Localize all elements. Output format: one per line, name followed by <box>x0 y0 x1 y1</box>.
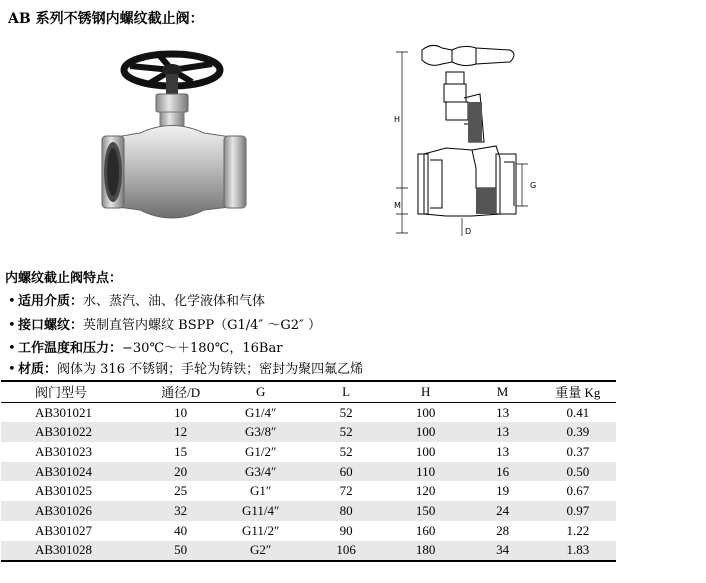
cell-model: AB301026 <box>35 502 93 518</box>
cell-model: AB301022 <box>35 424 93 440</box>
cell-h: 100 <box>415 404 436 420</box>
cell-l: 80 <box>339 502 353 518</box>
cell-weight: 0.97 <box>566 502 590 518</box>
valve-dimension-drawing <box>372 38 542 238</box>
cell-diameter: 50 <box>174 542 188 558</box>
cell-weight: 1.22 <box>566 522 590 538</box>
cell-h: 180 <box>415 542 436 558</box>
col-header-g: G <box>255 383 266 399</box>
col-header-m: M <box>496 383 509 399</box>
table-row <box>1 442 616 462</box>
cell-l: 90 <box>339 522 353 538</box>
col-header-model: 阀门型号 <box>35 385 88 401</box>
cell-h: 120 <box>415 483 436 499</box>
cell-l: 60 <box>339 463 353 479</box>
features-heading: 内螺纹截止阀特点： <box>5 271 123 286</box>
col-header-l: L <box>342 383 351 399</box>
dim-label-h: H <box>394 115 401 124</box>
cell-model: AB301024 <box>35 463 93 479</box>
page-title: AB 系列不锈钢内螺纹截止阀： <box>8 11 204 27</box>
valve-photo <box>100 38 250 238</box>
cell-model: AB301025 <box>35 483 93 499</box>
col-header-diameter: 通径/D <box>161 385 201 401</box>
cell-m: 28 <box>496 522 510 538</box>
cell-g: G11/4″ <box>241 502 280 518</box>
table-row <box>1 462 616 482</box>
cell-m: 13 <box>496 443 510 459</box>
cell-diameter: 12 <box>174 424 188 440</box>
cell-m: 24 <box>496 502 510 518</box>
cell-m: 19 <box>496 483 510 499</box>
dim-label-d: D <box>465 227 472 236</box>
cell-h: 160 <box>415 522 436 538</box>
cell-g: G1/2″ <box>244 443 277 459</box>
cell-g: G2″ <box>250 542 272 558</box>
cell-h: 150 <box>415 502 436 518</box>
feature-item: • 工作温度和压力：−30℃～＋180℃，16Bar <box>8 341 283 356</box>
cell-weight: 0.41 <box>566 404 590 420</box>
cell-model: AB301023 <box>35 443 93 459</box>
dim-label-m: M <box>394 201 401 210</box>
feature-item: • 适用介质：水、蒸汽、油、化学液体和气体 <box>8 294 266 309</box>
cell-model: AB301021 <box>35 404 93 420</box>
feature-text: 英制直管内螺纹 BSPP（G1/4″ ～G2″ ） <box>83 318 322 333</box>
feature-label: 接口螺纹： <box>18 318 84 333</box>
cell-weight: 0.67 <box>566 483 590 499</box>
cell-h: 100 <box>415 443 436 459</box>
cell-l: 52 <box>339 443 353 459</box>
cell-l: 72 <box>339 483 353 499</box>
feature-text: 阀体为 316 不锈钢；手轮为铸铁；密封为聚四氟乙烯 <box>57 362 364 377</box>
cell-weight: 0.50 <box>566 463 590 479</box>
cell-g: G1″ <box>250 483 272 499</box>
table-header-row <box>1 381 616 402</box>
cell-g: G1/4″ <box>244 404 277 420</box>
feature-text: 水、蒸汽、油、化学液体和气体 <box>83 294 266 309</box>
table-row <box>1 481 616 501</box>
cell-l: 106 <box>336 542 356 558</box>
cell-l: 52 <box>339 404 353 420</box>
cell-diameter: 32 <box>174 502 188 518</box>
cell-diameter: 25 <box>174 483 188 499</box>
table-row <box>1 541 616 562</box>
col-header-h: H <box>420 383 431 399</box>
spec-table <box>1 380 616 562</box>
table-row <box>1 521 616 541</box>
cell-weight: 0.39 <box>566 424 590 440</box>
cell-m: 16 <box>496 463 510 479</box>
dim-label-g: G <box>530 181 537 190</box>
cell-diameter: 10 <box>174 404 188 420</box>
table-row <box>1 402 616 422</box>
feature-text: −30℃～＋180℃，16Bar <box>122 341 283 356</box>
cell-weight: 1.83 <box>566 542 590 558</box>
cell-weight: 0.37 <box>566 443 590 459</box>
col-header-weight: 重量 Kg <box>555 385 601 401</box>
cell-g: G11/2″ <box>241 522 280 538</box>
cell-g: G3/8″ <box>244 424 277 440</box>
feature-label: 适用介质： <box>18 294 84 309</box>
cell-g: G3/4″ <box>244 463 277 479</box>
cell-m: 13 <box>496 404 510 420</box>
table-row <box>1 501 616 521</box>
cell-l: 52 <box>339 424 353 440</box>
feature-item: • 接口螺纹：英制直管内螺纹 BSPP（G1/4″ ～G2″ ） <box>8 318 322 333</box>
cell-diameter: 15 <box>174 443 188 459</box>
table-row <box>1 422 616 442</box>
cell-model: AB301027 <box>35 522 93 538</box>
cell-diameter: 20 <box>174 463 188 479</box>
feature-item: • 材质：阀体为 316 不锈钢；手轮为铸铁；密封为聚四氟乙烯 <box>8 362 364 377</box>
cell-m: 13 <box>496 424 510 440</box>
cell-h: 110 <box>416 463 436 479</box>
feature-label: 材质： <box>18 362 58 377</box>
cell-m: 34 <box>496 542 510 558</box>
cell-diameter: 40 <box>174 522 188 538</box>
cell-model: AB301028 <box>35 542 93 558</box>
feature-label: 工作温度和压力： <box>18 341 123 356</box>
cell-h: 100 <box>415 424 436 440</box>
